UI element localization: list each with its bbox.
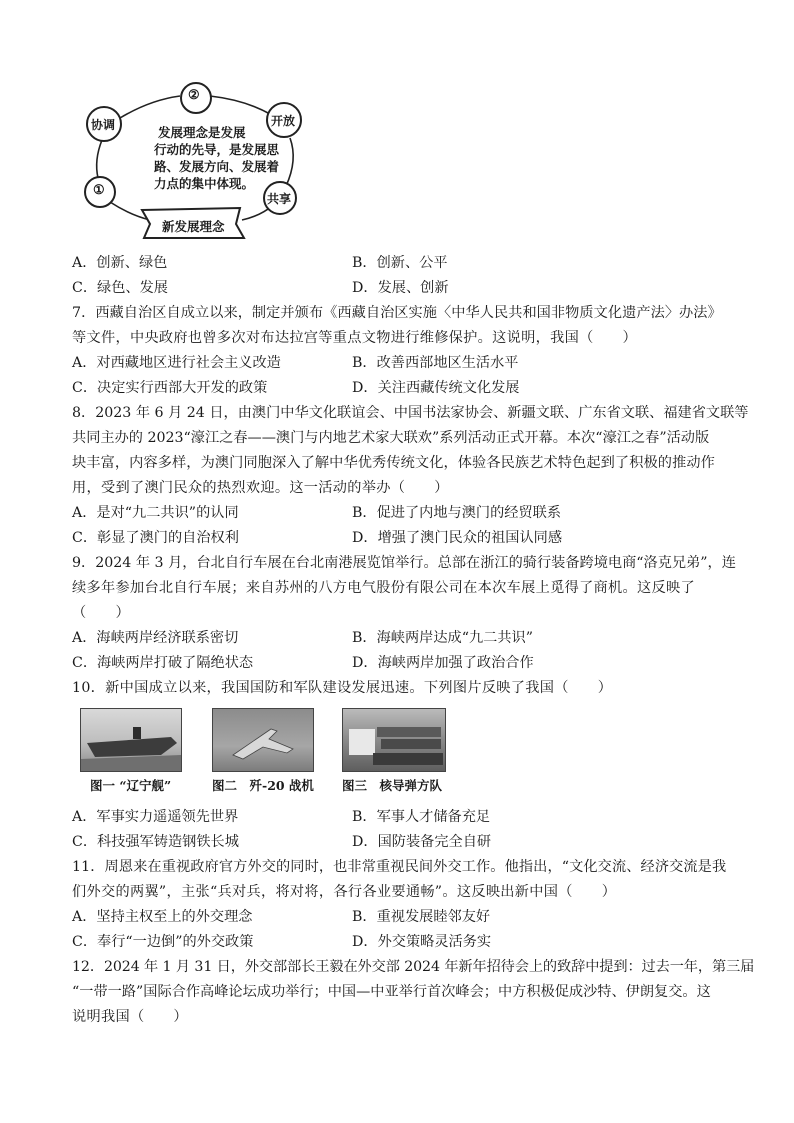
q9-option-b: B．海峡两岸达成“九二共识” bbox=[352, 630, 533, 646]
q8-stem-line: 共同主办的 2023“濠江之春——澳门与内地艺术家大联欢”系列活动正式开幕。本次“濠江之春”活动版 bbox=[72, 430, 710, 446]
q10-stem-line: 10．新中国成立以来，我国国防和军队建设发展迅速。下列图片反映了我国（ ） bbox=[72, 680, 613, 696]
q8-stem-line: 用，受到了澳门民众的热烈欢迎。这一活动的举办（ ） bbox=[72, 480, 449, 496]
arrow-left-top-to-top bbox=[120, 96, 180, 118]
q10-option-b: B．军事人才储备充足 bbox=[352, 809, 491, 825]
q9-option-c: C．海峡两岸打破了隔绝状态 bbox=[72, 655, 254, 671]
q10-option-a: A．军事实力遥遥领先世界 bbox=[72, 809, 239, 825]
new-development-concept-diagram bbox=[80, 80, 310, 240]
q6-option-a: A．创新、绿色 bbox=[72, 255, 168, 271]
diagram-center-text bbox=[154, 124, 279, 192]
center-text-line: 行动的先导，是发展思 bbox=[154, 142, 280, 157]
node-left-top-label: 协调 bbox=[91, 118, 116, 132]
diagram-banner-label: 新发展理念 bbox=[162, 219, 225, 234]
center-text-line: 力点的集中体现。 bbox=[154, 176, 255, 191]
q11-option-c: C．奉行“一边倒”的外交政策 bbox=[72, 934, 254, 950]
arrow-right-top-to-right-bottom bbox=[286, 138, 293, 186]
center-text-line: 发展理念是发展 bbox=[158, 125, 246, 140]
q11-stem-line: 们外交的两翼”，主张“兵对兵，将对将，各行各业要通畅”。这反映出新中国（ ） bbox=[72, 884, 617, 900]
q7-option-c: C．决定实行西部大开发的政策 bbox=[72, 380, 268, 396]
q8-option-d: D．增强了澳门民众的祖国认同感 bbox=[352, 530, 563, 546]
photo-j20-fighter bbox=[212, 708, 314, 772]
q8-option-c: C．彰显了澳门的自治权利 bbox=[72, 530, 239, 546]
node-top-label: ② bbox=[188, 88, 200, 103]
q12-stem-line: “一带一路”国际合作高峰论坛成功举行；中国—中亚举行首次峰会；中方积极促成沙特、伊朗复交。这 bbox=[72, 984, 711, 1000]
q9-stem-line: 续多年参加台北自行车展；来自苏州的八方电气股份有限公司在本次车展上觅得了商机。这反映了 bbox=[72, 580, 695, 596]
q9-stem-line: 9．2024 年 3 月，台北自行车展在台北南港展览馆举行。总部在浙江的骑行装备跨境电商“洛克兄弟”，连 bbox=[72, 555, 736, 571]
q10-option-d: D．国防装备完全自研 bbox=[352, 834, 492, 850]
arrow-left-top-to-left-bottom bbox=[97, 140, 102, 178]
center-text-line: 路、发展方向、发展着 bbox=[154, 159, 280, 174]
node-right-top-label: 开放 bbox=[271, 114, 296, 128]
photo-liaoning-carrier bbox=[80, 708, 182, 772]
q8-option-a: A．是对“九二共识”的认同 bbox=[72, 505, 239, 521]
photo-caption-1: 图一 “辽宁舰” bbox=[90, 778, 172, 793]
q7-option-d: D．关注西藏传统文化发展 bbox=[352, 380, 520, 396]
node-right-bottom-label: 共享 bbox=[267, 192, 292, 206]
q6-option-b: B．创新、公平 bbox=[352, 255, 448, 271]
q11-option-b: B．重视发展睦邻友好 bbox=[352, 909, 491, 925]
q9-stem-line: （ ） bbox=[72, 605, 130, 621]
q6-option-d: D．发展、创新 bbox=[352, 280, 449, 296]
q7-stem-line: 等文件，中央政府也曾多次对布达拉宫等重点文物进行维修保护。这说明，我国（ ） bbox=[72, 330, 638, 346]
q6-option-c: C．绿色、发展 bbox=[72, 280, 168, 296]
q9-option-a: A．海峡两岸经济联系密切 bbox=[72, 630, 239, 646]
photo-caption-2: 图二 歼-20 战机 bbox=[212, 778, 314, 793]
photo-nuclear-missile-formation bbox=[342, 708, 446, 772]
photo-caption-3: 图三 核导弹方队 bbox=[342, 778, 443, 793]
q8-option-b: B．促进了内地与澳门的经贸联系 bbox=[352, 505, 562, 521]
q7-option-b: B．改善西部地区生活水平 bbox=[352, 355, 519, 371]
q8-stem-line: 8．2023 年 6 月 24 日，由澳门中华文化联谊会、中国书法家协会、新疆文联、广东省文联、福建省文联等 bbox=[72, 405, 749, 421]
q8-stem-line: 块丰富，内容多样，为澳门同胞深入了解中华优秀传统文化，体验各民族艺术特色起到了积极的推动作 bbox=[72, 455, 715, 471]
node-left-bottom-label: ① bbox=[93, 183, 105, 198]
arrow-top-to-right-top bbox=[210, 96, 270, 114]
q12-stem-line: 12．2024 年 1 月 31 日，外交部部长王毅在外交部 2024 年新年招待会上的致辞中提到：过去一年，第三届 bbox=[72, 959, 755, 975]
q10-option-c: C．科技强军铸造钢铁长城 bbox=[72, 834, 239, 850]
q9-option-d: D．海峡两岸加强了政治合作 bbox=[352, 655, 534, 671]
q7-stem-line: 7．西藏自治区自成立以来，制定并颁布《西藏自治区实施〈中华人民共和国非物质文化遗产法〉办法》 bbox=[72, 305, 722, 321]
q7-option-a: A．对西藏地区进行社会主义改造 bbox=[72, 355, 281, 371]
q12-stem-line: 说明我国（ ） bbox=[72, 1009, 188, 1025]
q11-option-a: A．坚持主权至上的外交理念 bbox=[72, 909, 253, 925]
q11-option-d: D．外交策略灵活务实 bbox=[352, 934, 492, 950]
q11-stem-line: 11．周恩来在重视政府官方外交的同时，也非常重视民间外交工作。他指出，“文化交流、经济交流是我 bbox=[72, 859, 727, 875]
